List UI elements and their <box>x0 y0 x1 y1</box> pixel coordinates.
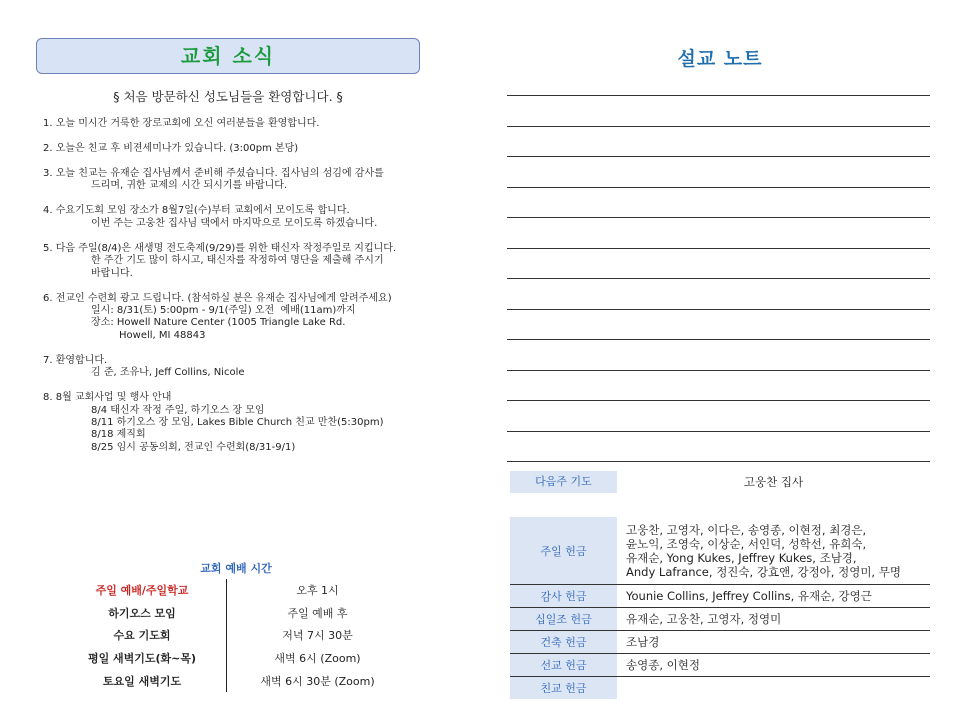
news-item-detail: 드리며, 귀한 교제의 시간 되시기를 바랍니다. <box>91 180 288 192</box>
worship-row <box>58 647 408 670</box>
worship-service-time: 저녁 7시 30분 <box>282 629 353 643</box>
worship-schedule-title: 교회 예배 시간 <box>200 562 272 575</box>
worship-service-name: 평일 새벽기도(화~목) <box>58 647 227 670</box>
worship-row <box>58 579 408 602</box>
news-item-detail: Howell, MI 48843 <box>119 329 206 341</box>
news-item <box>43 168 443 193</box>
news-item-detail: 장소: Howell Nature Center (1005 Triangle Lake Rd. <box>91 317 346 329</box>
offering-names <box>617 517 930 585</box>
worship-service-time: 새벽 6시 30분 (Zoom) <box>260 674 375 688</box>
news-item-detail: 8/4 태신자 작정 주일, 하기오스 장 모임 <box>91 404 265 416</box>
news-item <box>43 243 443 280</box>
note-line <box>507 431 930 432</box>
note-line <box>507 217 930 218</box>
worship-service-name: 하기오스 모임 <box>58 602 227 625</box>
news-item <box>43 355 443 380</box>
worship-row <box>58 669 408 692</box>
worship-service-name: 토요일 새벽기도 <box>58 669 227 692</box>
offering-row <box>510 517 930 585</box>
news-item-text: 6. 전교인 수련회 광고 드립니다. (참석하실 분은 유재순 집사님에게 알려주세요) <box>43 292 392 304</box>
offering-names <box>617 677 930 700</box>
offering-label: 친교 헌금 <box>510 677 617 700</box>
note-line <box>507 187 930 188</box>
worship-service-time: 새벽 6시 (Zoom) <box>274 652 361 666</box>
offering-names <box>617 585 930 608</box>
offering-names-line: 송영종, 이현정 <box>626 658 700 672</box>
note-line <box>507 370 930 371</box>
news-item <box>43 118 443 130</box>
news-item-text: 3. 오늘 친교는 유재순 집사님께서 준비해 주셨습니다. 집사님의 섬김에 감사를 <box>43 168 384 179</box>
news-item-text: 2. 오늘은 친교 후 비젼세미나가 있습니다. (3:00pm 본당) <box>43 143 299 154</box>
offering-row <box>510 608 930 631</box>
note-line <box>507 278 930 279</box>
news-item-text: 5. 다음 주일(8/4)은 새생명 전도축제(9/29)를 위한 태신자 작정주일로 지킵니다. <box>43 242 397 254</box>
offering-label: 주일 헌금 <box>510 517 617 585</box>
worship-row <box>58 602 408 625</box>
news-item-text: 8. 8월 교회사업 및 행사 안내 <box>43 392 172 404</box>
offering-names-line: 윤노익, 조영숙, 이상순, 서인덕, 성학선, 유희숙, <box>626 536 867 551</box>
news-title: 교회 소식 <box>36 38 420 74</box>
offering-names <box>617 608 930 631</box>
news-item-text: 4. 수요기도회 모임 장소가 8월7일(수)부터 교회에서 모이도록 합니다. <box>43 205 350 217</box>
worship-service-name: 수요 기도회 <box>58 624 227 647</box>
news-item <box>43 293 443 343</box>
offering-names <box>617 631 930 654</box>
note-line <box>507 126 930 127</box>
offerings-table <box>510 517 930 699</box>
sermon-notes-title: 설교 노트 <box>677 48 763 70</box>
news-items <box>43 118 443 467</box>
note-line <box>507 400 930 401</box>
offering-names <box>617 654 930 677</box>
offering-row <box>510 677 930 700</box>
offering-names-line: 유재순, Yong Kukes, Jeffrey Kukes, 조남경, <box>626 550 857 565</box>
note-line <box>507 248 930 249</box>
news-item-detail: 8/11 하기오스 장 모임, Lakes Bible Church 친교 만찬(5:30pm) <box>91 417 384 429</box>
next-week-prayer-label: 다음주 기도 <box>510 471 617 493</box>
news-item-detail: 김 준, 조유나, Jeff Collins, Nicole <box>91 367 245 379</box>
note-line <box>507 309 930 310</box>
news-item-detail: 이번 주는 고웅찬 집사님 댁에서 마지막으로 모이도록 하겠습니다. <box>91 217 378 229</box>
news-item-detail: 8/18 제직회 <box>91 429 146 441</box>
worship-service-time: 주일 예배 후 <box>287 606 348 620</box>
news-item-detail: 바랍니다. <box>91 267 133 279</box>
offering-names-line: 유재순, 고웅찬, 고영자, 정영미 <box>626 612 782 626</box>
news-item <box>43 143 443 155</box>
offering-names-line: 조남경 <box>626 635 660 649</box>
worship-service-time: 오후 1시 <box>296 584 339 598</box>
note-line <box>507 461 930 462</box>
note-line <box>507 156 930 157</box>
news-item-text: 1. 오늘 미시간 거룩한 장로교회에 오신 여러분들을 환영합니다. <box>43 118 320 129</box>
offering-names-line: Andy Lafrance, 정진숙, 강효앤, 강정아, 정영미, 무명 <box>626 564 901 579</box>
next-week-prayer-value: 고웅찬 집사 <box>743 475 804 489</box>
worship-service-name: 주일 예배/주일학교 <box>58 579 227 602</box>
offering-label: 건축 헌금 <box>510 631 617 654</box>
news-item-text: 7. 환영합니다. <box>43 354 108 366</box>
worship-schedule-table <box>58 579 408 692</box>
news-item <box>43 392 443 454</box>
offering-label: 선교 헌금 <box>510 654 617 677</box>
offering-label: 십일조 헌금 <box>510 608 617 631</box>
offering-names-line: Younie Collins, Jeffrey Collins, 유재순, 강영근 <box>626 589 872 603</box>
offering-names-line: 고웅찬, 고영자, 이다은, 송영종, 이현정, 최경은, <box>626 522 867 537</box>
welcome-message: § 처음 방문하신 성도님들을 환영합니다. § <box>113 89 343 104</box>
offering-row <box>510 585 930 608</box>
worship-row <box>58 624 408 647</box>
offering-row <box>510 654 930 677</box>
offering-row <box>510 631 930 654</box>
note-line <box>507 95 930 96</box>
news-item-detail: 일시: 8/31(토) 5:00pm - 9/1(주일) 오전 예배(11am)까지 <box>91 305 356 317</box>
news-item <box>43 205 443 230</box>
news-item-detail: 한 주간 기도 많이 하시고, 태신자를 작정하여 명단을 제출해 주시기 <box>91 255 384 267</box>
note-line <box>507 339 930 340</box>
offering-label: 감사 헌금 <box>510 585 617 608</box>
news-item-detail: 8/25 임시 공동의회, 전교인 수련회(8/31-9/1) <box>91 441 296 453</box>
